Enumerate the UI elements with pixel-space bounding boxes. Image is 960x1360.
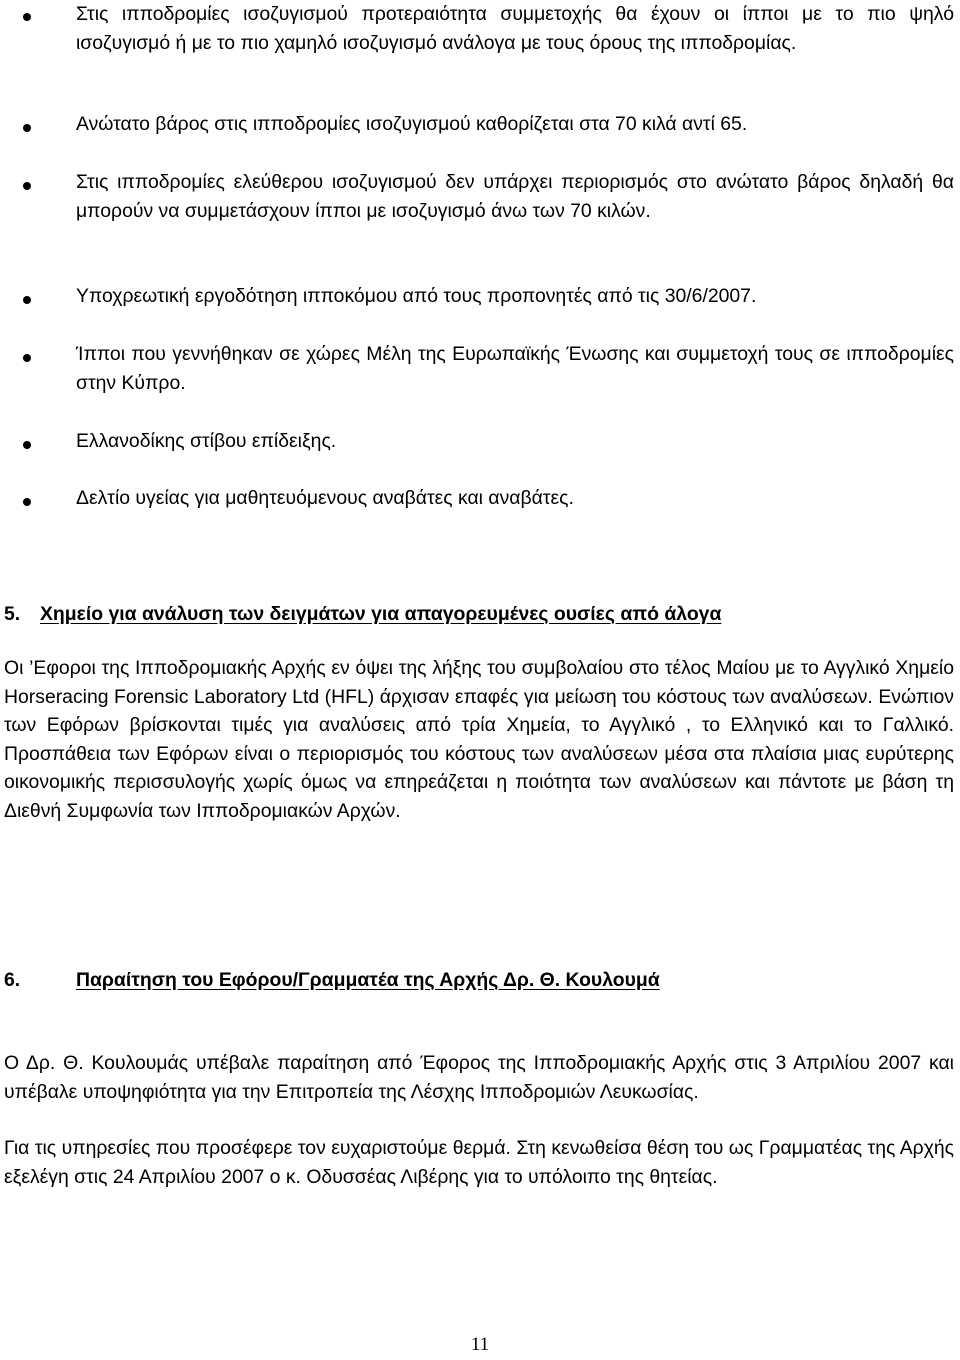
bullet-icon — [23, 354, 31, 362]
bullet-icon — [23, 13, 31, 21]
list-item-text: Ίπποι που γεννήθηκαν σε χώρες Μέλη της Ευρωπαϊκής Ένωσης και συμμετοχή τους σε ιπποδρομίες στην Κύπρο. — [76, 343, 954, 394]
list-item-text: Ανώτατο βάρος στις ιπποδρομίες ισοζυγισμού καθορίζεται στα 70 κιλά αντί 65. — [76, 113, 748, 135]
section-5-number: 5. — [4, 603, 21, 625]
list-item-text: Υποχρεωτική εργοδότηση ιπποκόμου από τους προπονητές από τις 30/6/2007. — [76, 285, 757, 307]
list-item-text: Ελλανοδίκης στίβου επίδειξης. — [76, 430, 337, 452]
section-6-paragraph-2: Για τις υπηρεσίες που προσέφερε τον ευχαριστούμε θερμά. Στη κενωθείσα θέση του ως Γραμματέας της Αρχής εξελέγη στις 24 Απριλίου 2007 ο κ. Οδυσσέας Λιβέρης για το υπόλοιπο της θητείας. — [4, 1137, 954, 1188]
bullet-icon — [23, 498, 31, 506]
section-6-title: Παραίτηση του Εφόρου/Γραμματέα της Αρχής Δρ. Θ. Κουλουμά — [76, 969, 660, 991]
bullet-icon — [23, 124, 31, 132]
section-6-paragraph-1: Ο Δρ. Θ. Κουλουμάς υπέβαλε παραίτηση από Έφορος της Ιπποδρομιακής Αρχής στις 3 Απριλίου 2007 και υπέβαλε υποψηφιότητα για την Επιτροπεία της Λέσχης Ιπποδρομιών Λευκωσίας. — [4, 1052, 954, 1103]
list-item-text: Στις ιπποδρομίες ισοζυγισμού προτεραιότητα συμμετοχής θα έχουν οι ίπποι με το πιο ψηλό ισοζυγισμό ή με το πιο χαμηλό ισοζυγισμό ανάλογα με τους όρους της ιπποδρομίας. — [76, 3, 954, 54]
section-5-title: Χημείο για ανάλυση των δειγμάτων για απαγορευμένες ουσίες από άλογα — [40, 603, 722, 625]
section-6-number: 6. — [4, 969, 21, 991]
list-item-text: Στις ιπποδρομίες ελεύθερου ισοζυγισμού δεν υπάρχει περιορισμός στο ανώτατο βάρος δηλαδή θα μπορούν να συμμετάσχουν ίπποι με ισοζυγισμό άνω των 70 κιλών. — [76, 171, 954, 222]
page-number: 11 — [470, 1334, 490, 1355]
bullet-icon — [23, 182, 31, 190]
bullet-icon — [23, 441, 31, 449]
list-item-text: Δελτίο υγείας για μαθητευόμενους αναβάτες και αναβάτες. — [76, 487, 574, 509]
bullet-icon — [23, 296, 31, 304]
section-5-paragraph: Οι ’Εφοροι της Ιπποδρομιακής Αρχής εν όψει της λήξης του συμβολαίου στο τέλος Μαίου με το Αγγλικό Χημείο Horseracing Forensic Laboratory Ltd (HFL) άρχισαν επαφές για μείωση του κόστους των αναλύσεων. Ενώπιον των Εφόρων βρίσκονται τιμές για αναλύσεις από τρία Χημεία, το Αγγλικό , το Ελληνικό και το Γαλλικό. Προσπάθεια των Εφόρων είναι ο περιορισμός του κόστους των αναλύσεων μέσα στα πλαίσια μιας ευρύτερης οικονομικής περισσυλογής χωρίς όμως να επηρεάζεται η ποιότητα των αναλύσεων και πάντοτε με βάση τη Διεθνή Συμφωνία των Ιπποδρομιακών Αρχών. — [4, 657, 954, 822]
